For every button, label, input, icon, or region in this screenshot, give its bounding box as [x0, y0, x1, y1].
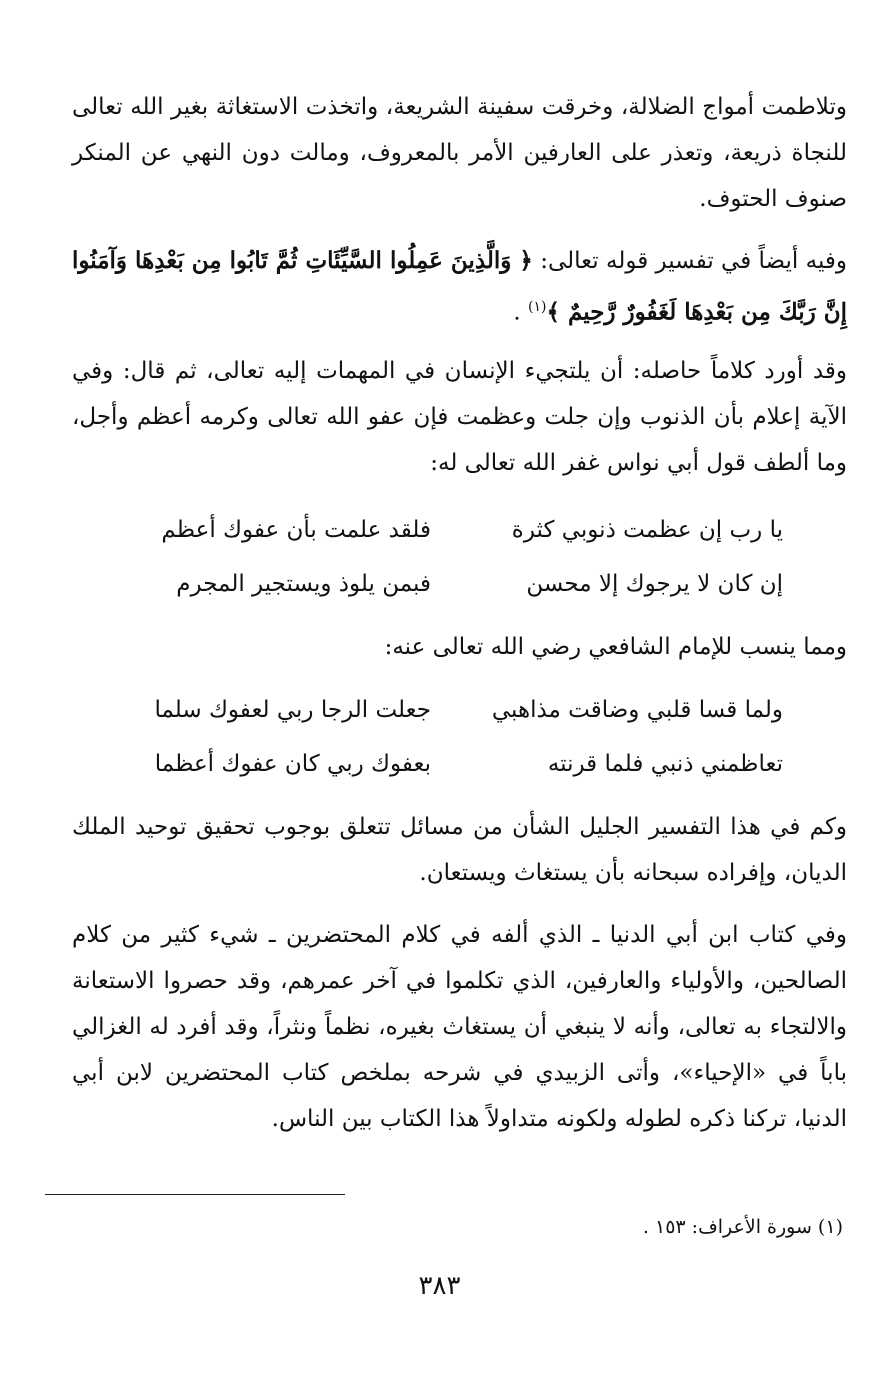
- quran-intro: وفيه أيضاً في تفسير قوله تعالى:: [532, 248, 848, 274]
- hemistich-second: فبمن يلوذ ويستجير المجرم: [176, 571, 431, 597]
- hemistich-first: يا رب إن عظمت ذنوبي كثرة: [511, 517, 783, 543]
- page-number: ٣٨٣: [418, 1271, 461, 1301]
- hemistich-second: بعفوك ربي كان عفوك أعظما: [154, 751, 431, 777]
- hemistich-second: جعلت الرجا ربي لعفوك سلما: [154, 697, 431, 723]
- footnote-divider: [45, 1194, 345, 1195]
- paragraph-6: وفي كتاب ابن أبي الدنيا ـ الذي ألفه في كلام المحتضرين ـ شيء كثير من كلام الصالحين، والأولياء والعارفين، الذي تكلموا في آخر عمرهم، وقد حصروا الاستعانة والالتجاء به تعالى، وأنه لا ينبغي أن يستغاث بغيره، نظماً ونثراً، وقد أفرد له الغزالي باباً في «الإحياء»، وأتى الزبيدي في شرحه بملخص كتاب المحتضرين لابن أبي الدنيا، تركنا ذكره لطوله ولكونه متداولاً هذا الكتاب بين الناس.: [72, 922, 847, 1132]
- paragraph-4: ومما ينسب للإمام الشافعي رضي الله تعالى عنه:: [384, 634, 847, 660]
- poem2-line-1: [0, 690, 783, 730]
- poem1-line-2: [0, 564, 783, 604]
- poem1-line-1: [0, 510, 783, 550]
- poem2-line-2: [0, 744, 783, 784]
- paragraph-5: وكم في هذا التفسير الجليل الشأن من مسائل تتعلق بوجوب تحقيق توحيد الملك الديان، وإفراده سبحانه بأن يستغاث ويستعان.: [72, 814, 847, 886]
- footnote: (١) سورة الأعراف: ١٥٣ .: [642, 1216, 843, 1238]
- hemistich-first: تعاظمني ذنبي فلما قرنته: [547, 751, 783, 777]
- hemistich-second: فلقد علمت بأن عفوك أعظم: [161, 517, 431, 543]
- quran-verse: ﴿ وَالَّذِينَ عَمِلُوا السَّيِّئَاتِ ثُمَّ تَابُوا مِن بَعْدِهَا وَآمَنُوا إِنَّ رَبَّكَ مِن بَعْدِهَا لَغَفُورٌ رَّحِيمٌ ﴾: [72, 247, 847, 326]
- paragraph-3: وقد أورد كلاماً حاصله: أن يلتجيء الإنسان في المهمات إليه تعالى، ثم قال: وفي الآية إعلام بأن الذنوب وإن جلت وعظمت فإن عفو الله تعالى وكرمه أعظم وأجل، وما ألطف قول أبي نواس غفر الله تعالى له:: [72, 358, 847, 476]
- hemistich-first: ولما قسا قلبي وضاقت مذاهبي: [491, 697, 783, 723]
- paragraph-quran-quote: [72, 238, 847, 336]
- paragraph-1: وتلاطمت أمواج الضلالة، وخرقت سفينة الشريعة، واتخذت الاستغاثة بغير الله تعالى للنجاة ذريعة، وتعذر على العارفين الأمر بالمعروف، ومالت دون النهي عن المنكر صنوف الحتوف.: [72, 94, 847, 212]
- quran-end: .: [513, 299, 528, 326]
- footnote-ref: (١): [528, 299, 547, 315]
- hemistich-first: إن كان لا يرجوك إلا محسن: [526, 571, 783, 597]
